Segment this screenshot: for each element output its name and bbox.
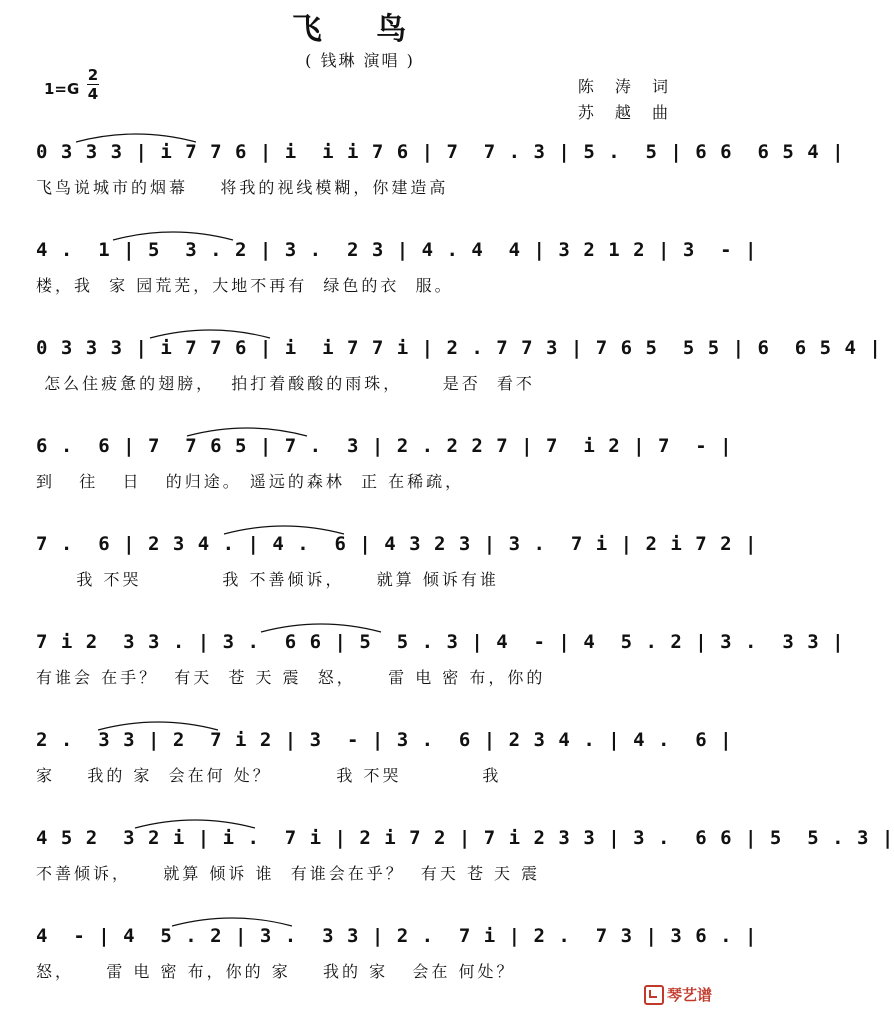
time-signature	[86, 66, 100, 103]
notation-row	[36, 238, 758, 268]
time-signature-bottom: 4	[87, 85, 99, 103]
notation-row	[36, 728, 733, 758]
lyric-line: 怎么住疲惫的翅膀， 拍打着酸酸的雨珠， 是否 看不	[36, 374, 535, 393]
note-line: 6 . 6 | 7 7 6 5 | 7 . 3 | 2 . 2 2 7 | 7 i 2 | 7 - |	[36, 435, 733, 457]
note-line: 4 - | 4 5 . 2 | 3 . 3 3 | 2 . 7 i | 2 . 7 3 | 3 6 . |	[36, 925, 758, 947]
notation-row	[36, 924, 758, 954]
note-line: 7 i 2 3 3 . | 3 . 6 6 | 5 5 . 3 | 4 - | 4 5 . 2 | 3 . 3 3 |	[36, 631, 845, 653]
watermark-logo-icon	[644, 985, 664, 1005]
notation-row	[36, 826, 894, 856]
notation-row	[36, 140, 845, 170]
lyric-line: 楼，我 家 园荒芜，大地不再有 绿色的衣 服。	[36, 276, 454, 295]
watermark	[644, 984, 712, 1006]
notation-row	[36, 532, 758, 562]
note-line: 0 3 3 3 | i 7 7 6 | i i i 7 6 | 7 7 . 3 | 5 . 5 | 6 6 6 5 4 |	[36, 141, 845, 163]
lyricist-credit: 陈 涛 词	[577, 77, 676, 96]
performer-credit: ( 钱琳 演唱 )	[305, 51, 415, 70]
key-signature: 1=G	[44, 80, 80, 98]
lyric-line: 怒， 雷 电 密 布，你的 家 我的 家 会在 何处？	[36, 962, 516, 981]
lyric-line: 有谁会 在手？ 有天 苍 天 震 怒， 雷 电 密 布，你的	[36, 668, 546, 687]
note-line: 0 3 3 3 | i 7 7 6 | i i 7 7 i | 2 . 7 7 3 | 7 6 5 5 5 | 6 6 5 4 |	[36, 337, 882, 359]
note-line: 4 5 2 3 2 i | i . 7 i | 2 i 7 2 | 7 i 2 3 3 | 3 . 6 6 | 5 5 . 3 |	[36, 827, 894, 849]
lyric-line: 我 不哭 我 不善倾诉， 就算 倾诉有谁	[36, 570, 499, 589]
note-line: 7 . 6 | 2 3 4 . | 4 . 6 | 4 3 2 3 | 3 . 7 i | 2 i 7 2 |	[36, 533, 758, 555]
time-signature-top: 2	[87, 66, 99, 84]
song-title: 飞 鸟	[291, 12, 429, 47]
lyric-line: 不善倾诉， 就算 倾诉 谁 有谁会在乎？ 有天 苍 天 震	[36, 864, 541, 883]
notation-row	[36, 434, 733, 464]
notation-row	[36, 630, 845, 660]
lyric-line: 到 往 日 的归途。 遥远的森林 正 在稀疏，	[36, 472, 465, 491]
note-line: 2 . 3 3 | 2 7 i 2 | 3 - | 3 . 6 | 2 3 4 . | 4 . 6 |	[36, 729, 733, 751]
notation-row	[36, 336, 882, 366]
lyric-line: 飞鸟说城市的烟幕 将我的视线模糊，你建造高	[36, 178, 449, 197]
watermark-text: 琴艺谱	[666, 985, 712, 1004]
lyric-line: 家 我的 家 会在何 处？ 我 不哭 我	[36, 766, 502, 785]
composer-credit: 苏 越 曲	[577, 103, 676, 122]
note-line: 4 . 1 | 5 3 . 2 | 3 . 2 3 | 4 . 4 4 | 3 2 1 2 | 3 - |	[36, 239, 758, 261]
